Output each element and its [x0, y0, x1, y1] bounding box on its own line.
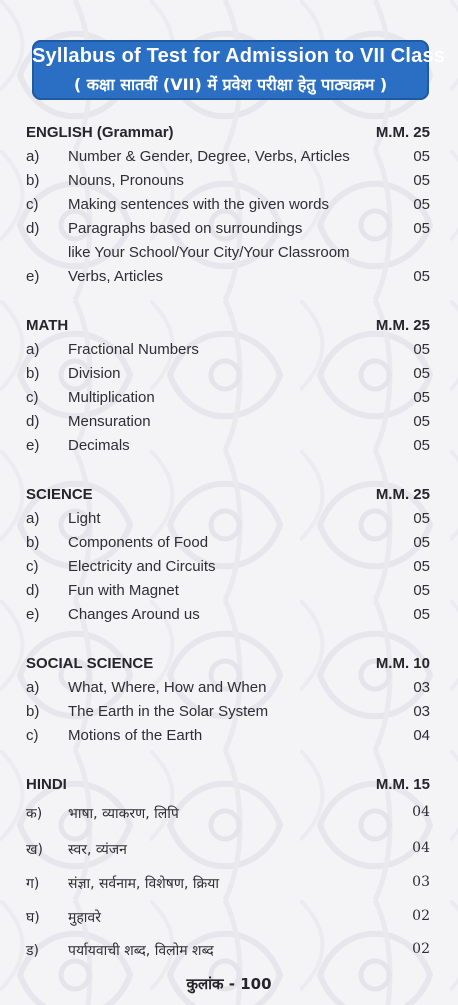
- item-topic: Components of Food: [68, 534, 209, 551]
- item-marks: 05: [413, 268, 430, 285]
- item-label: b): [26, 172, 40, 189]
- list-item: [26, 172, 430, 196]
- list-item: [26, 558, 430, 582]
- item-topic: Nouns, Pronouns: [68, 172, 184, 189]
- total-marks: कुलांक - 100: [186, 975, 272, 993]
- hindi-section-heading: [26, 776, 430, 798]
- science-section-heading: [26, 486, 430, 508]
- item-marks: 04: [412, 804, 430, 820]
- item-marks: 05: [413, 606, 430, 623]
- english-section-heading: [26, 124, 430, 146]
- item-topic: Verbs, Articles: [68, 268, 164, 285]
- item-label: e): [26, 606, 40, 623]
- list-item: [26, 413, 430, 437]
- item-label: d): [26, 220, 40, 237]
- item-marks: 05: [413, 534, 430, 551]
- list-item: [26, 389, 430, 413]
- section-title: SOCIAL SCIENCE: [26, 655, 154, 672]
- section-title: HINDI: [26, 776, 67, 793]
- item-topic: Light: [68, 510, 101, 527]
- item-marks: 05: [413, 558, 430, 575]
- section-title: MATH: [26, 317, 69, 334]
- social-science-section-heading: [26, 655, 430, 677]
- item-label: b): [26, 365, 40, 382]
- item-marks: 05: [413, 413, 430, 430]
- list-item: [26, 941, 430, 967]
- item-label: c): [26, 727, 39, 744]
- list-item: [26, 582, 430, 606]
- item-marks: 05: [413, 389, 430, 406]
- list-item: [26, 268, 430, 292]
- item-marks: 02: [412, 941, 430, 957]
- item-topic: स्वर, व्यंजन: [68, 842, 127, 858]
- list-item: [26, 840, 430, 866]
- item-marks: 05: [413, 341, 430, 358]
- item-topic: Decimals: [68, 437, 130, 454]
- item-label: e): [26, 268, 40, 285]
- item-label: c): [26, 558, 39, 575]
- item-label: d): [26, 413, 40, 430]
- max-marks: M.M. 10: [375, 655, 430, 672]
- item-label: ग): [26, 876, 40, 892]
- item-note: like Your School/Your City/Your Classroom: [68, 244, 350, 261]
- item-topic: संज्ञा, सर्वनाम, विशेषण, क्रिया: [68, 876, 220, 892]
- max-marks: M.M. 25: [375, 124, 430, 141]
- list-item: [26, 679, 430, 703]
- item-topic: Paragraphs based on surroundings: [68, 220, 303, 237]
- item-marks: 05: [413, 365, 430, 382]
- item-topic: The Earth in the Solar System: [68, 703, 269, 720]
- item-label: ड): [26, 943, 39, 959]
- item-marks: 05: [413, 510, 430, 527]
- item-label: c): [26, 389, 39, 406]
- item-topic: Making sentences with the given words: [68, 196, 329, 213]
- item-marks: 05: [413, 196, 430, 213]
- item-topic: Electricity and Circuits: [68, 558, 216, 575]
- item-marks: 05: [413, 220, 430, 237]
- item-topic: Division: [68, 365, 121, 382]
- list-item: [26, 727, 430, 751]
- item-marks: 05: [413, 437, 430, 454]
- list-item: [26, 196, 430, 220]
- item-topic: पर्यायवाची शब्द, विलोम शब्द: [68, 943, 214, 959]
- item-label: a): [26, 148, 40, 165]
- list-item: [26, 804, 430, 830]
- item-label: क): [26, 806, 43, 822]
- list-item: [26, 437, 430, 461]
- section-title: SCIENCE: [26, 486, 93, 503]
- item-label: e): [26, 437, 40, 454]
- item-marks: 03: [413, 679, 430, 696]
- item-topic: Multiplication: [68, 389, 155, 406]
- page-title: Syllabus of Test for Admission to VII Class: [32, 45, 446, 67]
- item-marks: 05: [413, 582, 430, 599]
- item-label: b): [26, 703, 40, 720]
- list-item: [26, 534, 430, 558]
- item-marks: 04: [412, 840, 430, 856]
- item-topic: भाषा, व्याकरण, लिपि: [68, 806, 179, 822]
- list-item: [26, 908, 430, 934]
- item-label: d): [26, 582, 40, 599]
- item-label: c): [26, 196, 39, 213]
- title-banner: [32, 40, 446, 100]
- list-item: [26, 510, 430, 534]
- item-topic: Mensuration: [68, 413, 151, 430]
- item-marks: 05: [413, 172, 430, 189]
- max-marks: M.M. 25: [375, 317, 430, 334]
- item-marks: 03: [413, 703, 430, 720]
- item-marks: 05: [413, 148, 430, 165]
- math-section-heading: [26, 317, 430, 339]
- item-topic: मुहावरे: [68, 910, 101, 926]
- item-label: घ): [26, 910, 40, 926]
- item-topic: What, Where, How and When: [68, 679, 267, 696]
- max-marks: M.M. 25: [375, 486, 430, 503]
- item-topic: Fun with Magnet: [68, 582, 179, 599]
- item-label: ख): [26, 842, 43, 858]
- list-item: [26, 341, 430, 365]
- item-label: a): [26, 510, 40, 527]
- item-topic: Motions of the Earth: [68, 727, 203, 744]
- item-topic: Fractional Numbers: [68, 341, 199, 358]
- item-label: a): [26, 341, 40, 358]
- list-item: [26, 148, 430, 172]
- item-topic: Changes Around us: [68, 606, 200, 623]
- list-item: [26, 220, 430, 244]
- item-marks: 03: [412, 874, 430, 890]
- item-marks: 02: [412, 908, 430, 924]
- item-marks: 04: [413, 727, 430, 744]
- item-topic: Number & Gender, Degree, Verbs, Articles: [68, 148, 350, 165]
- max-marks: M.M. 15: [375, 776, 430, 793]
- section-title: ENGLISH (Grammar): [26, 124, 174, 141]
- list-item: [26, 703, 430, 727]
- item-label: b): [26, 534, 40, 551]
- list-item: [26, 606, 430, 630]
- list-item: [26, 874, 430, 900]
- page-subtitle-hindi: ( कक्षा सातवीं (VII) में प्रवेश परीक्षा हेतु पाठ्यक्रम ): [73, 75, 388, 94]
- item-label: a): [26, 679, 40, 696]
- list-item: [26, 365, 430, 389]
